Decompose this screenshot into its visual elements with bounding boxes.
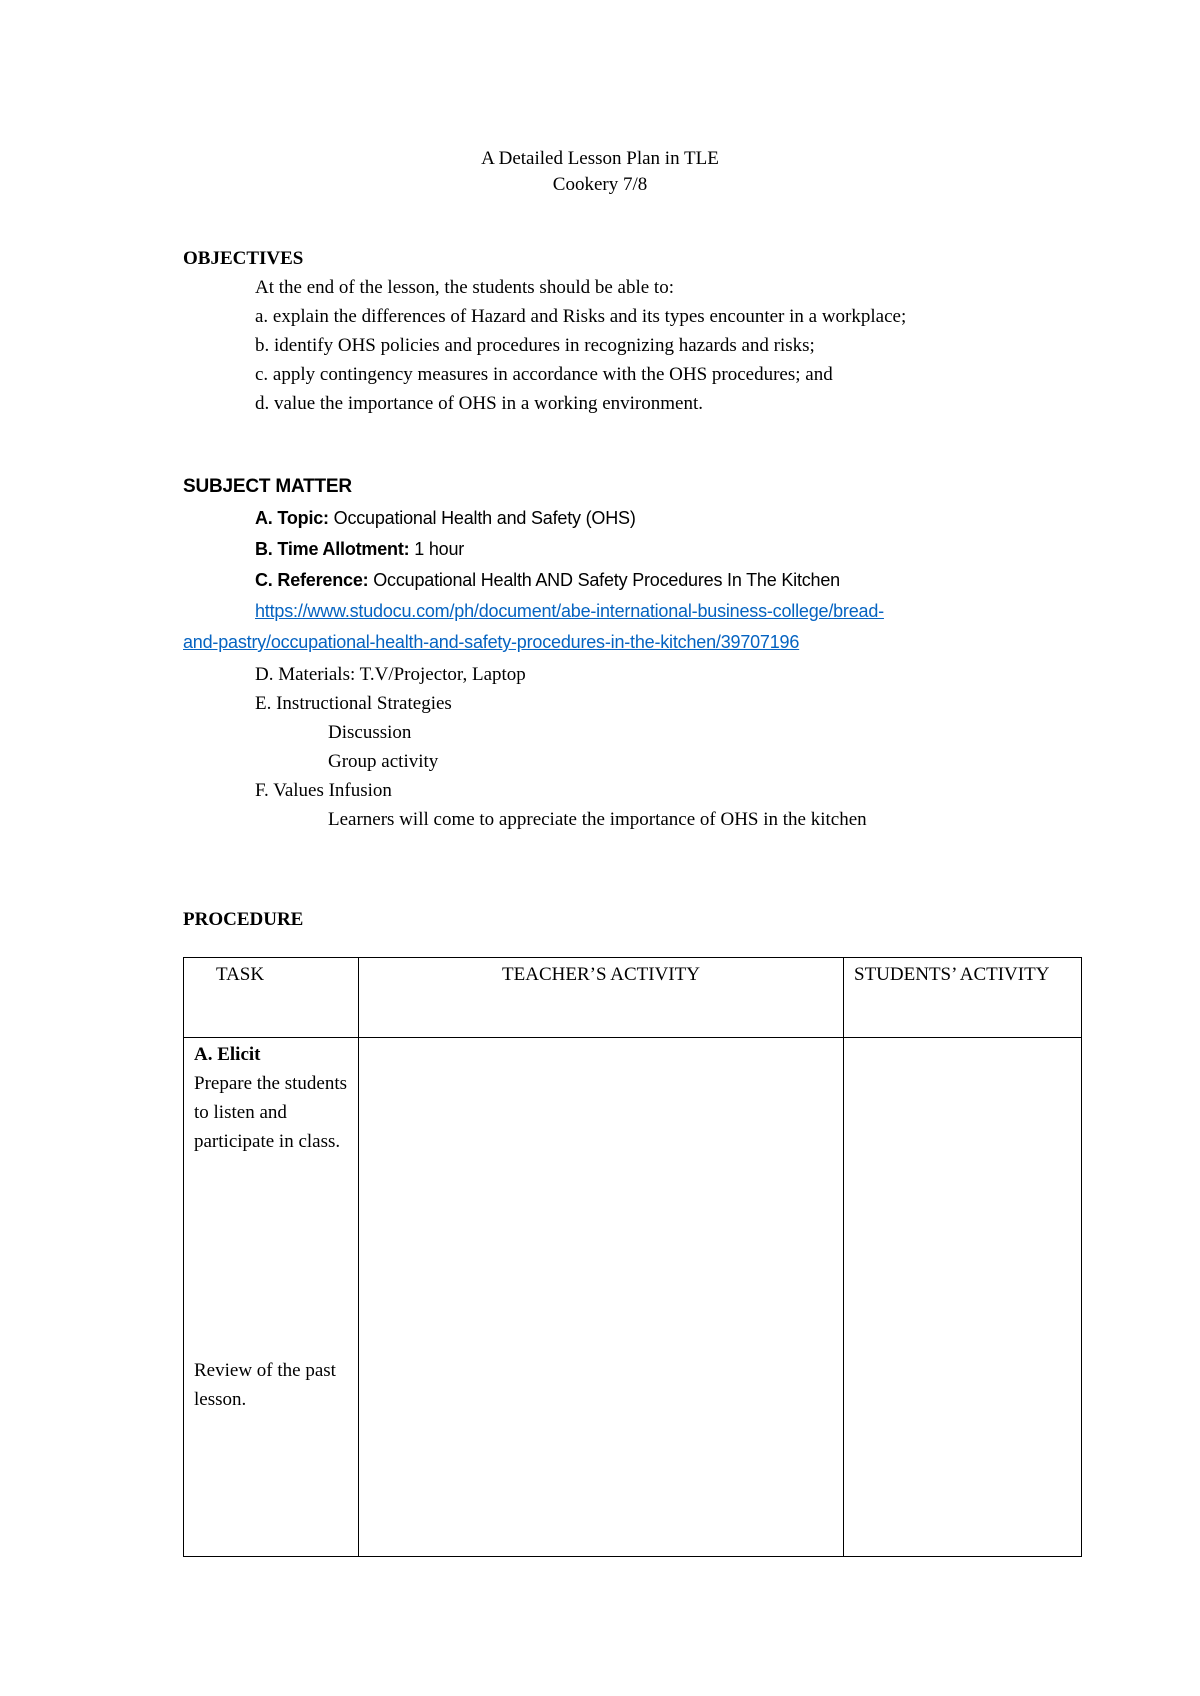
time-allotment-value: 1 hour [409, 539, 465, 559]
procedure-heading: PROCEDURE [183, 909, 304, 930]
strategy-item: Discussion [328, 722, 412, 743]
teacher-activity-cell [359, 1038, 844, 1557]
objective-item: d. value the importance of OHS in a working environment. [255, 393, 703, 414]
students-activity-cell [844, 1038, 1082, 1557]
topic-line [255, 504, 636, 533]
materials-line: D. Materials: T.V/Projector, Laptop [255, 664, 526, 685]
strategy-item: Group activity [328, 751, 439, 772]
reference-label: C. Reference: [255, 570, 369, 590]
table-row [184, 1038, 1082, 1557]
objectives-intro: At the end of the lesson, the students should be able to: [255, 277, 674, 298]
values-infusion-text: Learners will come to appreciate the importance of OHS in the kitchen [328, 809, 867, 830]
document-subtitle: Cookery 7/8 [552, 174, 648, 195]
task-review: Review of the past lesson. [194, 1360, 336, 1410]
table-header-row [184, 958, 1082, 1038]
reference-line [255, 566, 840, 595]
topic-value: Occupational Health and Safety (OHS) [328, 508, 636, 528]
column-header-students-activity: STUDENTS’ ACTIVITY [844, 958, 1082, 1038]
reference-link-continued[interactable]: and-pastry/occupational-health-and-safety-procedures-in-the-kitchen/39707196 [183, 632, 800, 652]
time-allotment-line [255, 535, 464, 564]
objective-item: a. explain the differences of Hazard and Risks and its types encounter in a workplace; [255, 306, 907, 327]
objective-item: b. identify OHS policies and procedures in recognizing hazards and risks; [255, 335, 815, 356]
task-cell [184, 1038, 359, 1557]
column-header-teacher-activity: TEACHER’S ACTIVITY [359, 958, 844, 1038]
values-infusion-label: F. Values Infusion [255, 780, 392, 801]
strategies-label: E. Instructional Strategies [255, 693, 452, 714]
reference-value: Occupational Health AND Safety Procedures In The Kitchen [368, 570, 840, 590]
time-allotment-label: B. Time Allotment: [255, 539, 410, 559]
column-header-task: TASK [184, 958, 359, 1038]
objectives-heading: OBJECTIVES [183, 248, 304, 269]
document-title: A Detailed Lesson Plan in TLE [481, 148, 719, 169]
reference-link[interactable]: https://www.studocu.com/ph/document/abe-international-business-college/bread- [255, 601, 884, 621]
objective-item: c. apply contingency measures in accordance with the OHS procedures; and [255, 364, 833, 385]
task-title: A. Elicit [194, 1044, 261, 1065]
procedure-table [183, 957, 1082, 1557]
topic-label: A. Topic: [255, 508, 329, 528]
task-description: Prepare the students to listen and participate in class. [194, 1073, 348, 1152]
subject-matter-heading: SUBJECT MATTER [183, 476, 352, 497]
